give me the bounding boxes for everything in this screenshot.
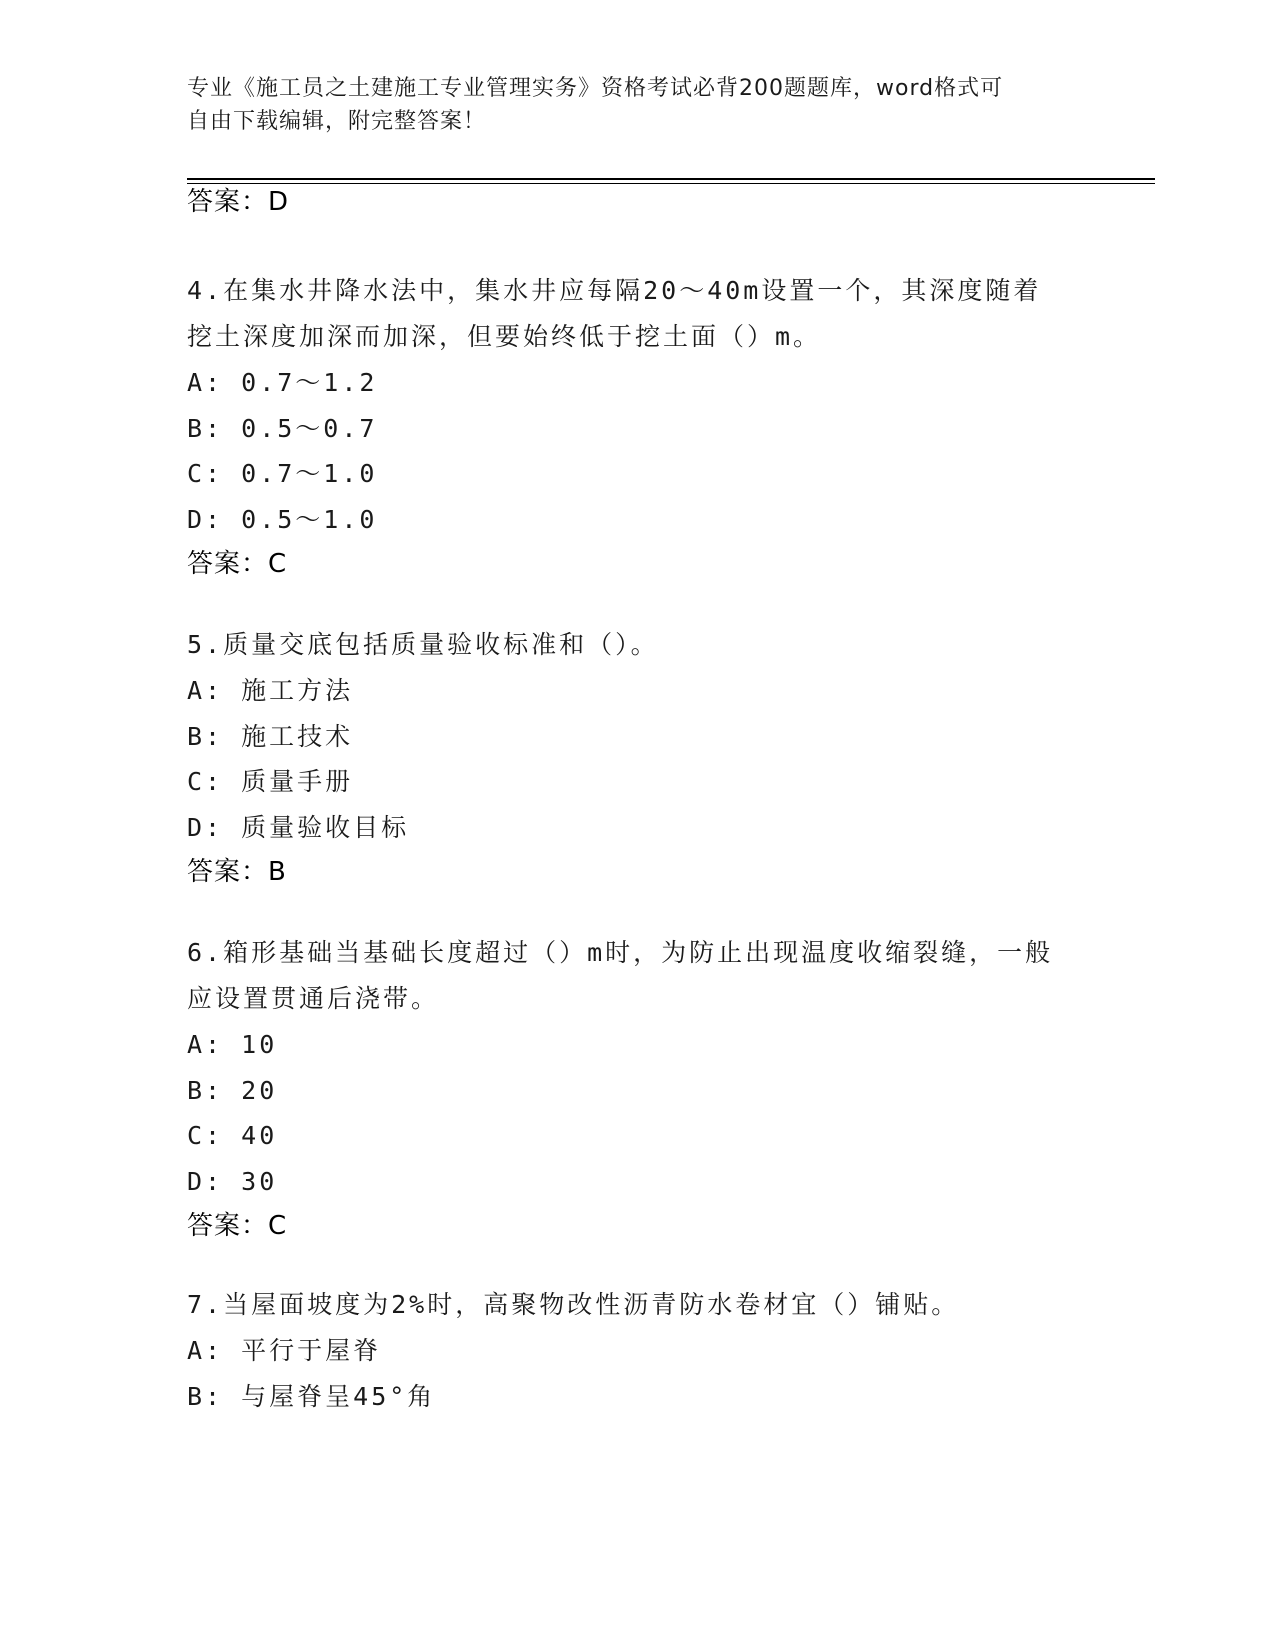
option-c: C: 质量手册 <box>187 767 354 796</box>
answer-text: 答案：D <box>187 187 290 217</box>
option-d: D: 0.5～1.0 <box>187 504 378 534</box>
option-b: B: 施工技术 <box>187 721 354 751</box>
question-text: 4.在集水井降水法中，集水井应每隔20～40m设置一个，其深度随着 <box>187 276 1042 305</box>
question-text: 6.箱形基础当基础长度超过（）m时，为防止出现温度收缩裂缝，一般 <box>187 938 1054 967</box>
question-text: 5.质量交底包括质量验收标准和（）。 <box>187 630 659 659</box>
option-b: B: 20 <box>187 1075 278 1105</box>
question-text: 挖土深度加深而加深，但要始终低于挖土面（）m。 <box>187 322 822 351</box>
header-line-2: 自由下载编辑，附完整答案！ <box>187 109 487 134</box>
option-d: D: 质量验收目标 <box>187 812 410 842</box>
answer-text: 答案：C <box>187 1211 288 1241</box>
question-block-5 <box>187 622 1087 895</box>
option-c: C: 40 <box>187 1121 278 1150</box>
question-text: 应设置贯通后浇带。 <box>187 984 440 1013</box>
header-line-1: 专业《施工员之土建施工专业管理实务》资格考试必背200题题库，word格式可 <box>187 76 1004 101</box>
question-block-4 <box>187 268 1087 587</box>
option-a: A: 平行于屋脊 <box>187 1336 382 1365</box>
option-a: A: 施工方法 <box>187 676 354 705</box>
answer-text: 答案：B <box>187 857 287 887</box>
document-header <box>187 72 1067 138</box>
option-c: C: 0.7～1.0 <box>187 459 378 488</box>
answer-text: 答案：C <box>187 549 288 579</box>
option-d: D: 30 <box>187 1166 278 1196</box>
option-a: A: 10 <box>187 1030 278 1059</box>
option-b: B: 与屋脊呈45°角 <box>187 1381 436 1411</box>
question-block-7 <box>187 1282 1087 1419</box>
question-block-6 <box>187 930 1087 1249</box>
question-text: 7.当屋面坡度为2%时，高聚物改性沥青防水卷材宜（）铺贴。 <box>187 1290 960 1319</box>
option-b: B: 0.5～0.7 <box>187 413 378 443</box>
option-a: A: 0.7～1.2 <box>187 368 378 397</box>
previous-answer-block <box>187 180 1087 225</box>
